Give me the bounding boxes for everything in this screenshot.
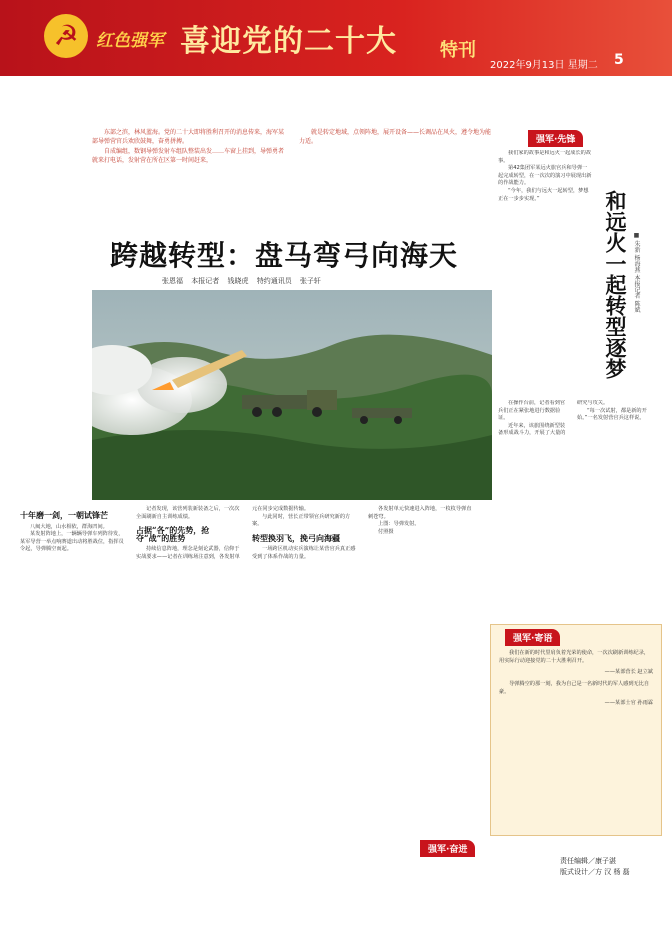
section-heading: 十年磨一剑，一朝试锋芒 [20,510,108,520]
article-paragraph: “今年，我们与远火一起转型，梦想正在一步步实现。” [498,187,589,202]
message-signature: ——某部士官 孙雨霖 [604,700,653,706]
byline-name: 张恩福 [162,277,183,285]
header-title: 喜迎党的二十大 [180,24,397,59]
article-paragraph: 一场跨区机动实兵演练让某营官兵真正感受到了体系作战的力量。 [252,546,356,560]
byline-role: 本报记者 [191,277,220,285]
issue-date: 2022年9月13日 星期二 [490,60,598,71]
message-box [490,624,662,836]
missile-launch-photo [92,290,492,500]
right-article-body [498,150,592,400]
intro-paragraph: 自成编组，数钢导弹发射车组队整装出发……车窗上挂到，导弹勇者就来打电话，发射营在所在区第一时间赶来， [92,148,285,164]
photo-caption: 上图：导弹发射。 [378,521,420,528]
right-article-byline: ■ 朱新 杨海燕 本报记者 陈斌 [633,232,640,313]
byline-role: 特约通讯员 [256,277,292,285]
editor-credits [560,856,630,878]
section-heading: 占据“各”的先势，抢夺“战”的胜势 [136,525,210,543]
article-paragraph: 记者发现，该营列装新装备之后，一次次全面刷新自主训练成绩。 [136,506,240,520]
article-paragraph: 某发射阵地上，一辆辆导弹车列阵待发，某军导营一举点响赛道出动将胜战位，指挥员令起，导弹腾空而起。 [20,531,124,553]
byline [162,276,327,286]
message-list [499,649,653,711]
party-emblem-icon: ☭ [44,14,88,58]
responsible-editor: 责任编辑／康子湛 [560,857,616,865]
newspaper-brand: 红色强军 [96,31,164,51]
section-heading: 转型换羽飞，挽弓向海疆 [252,532,340,543]
article-paragraph: 近年来，该旅围绕新型装备形成战斗力，开展了大量的研究与攻关。 [498,400,609,437]
layout-designer: 版式设计／方 汉 杨 磊 [560,868,630,876]
launch-scene-image [92,290,492,500]
message-signature: ——某部营长 赵立斌 [604,669,653,675]
intro-paragraph: 就是转定地域，点领阵地，展开设备——长调品在风火，遵令地为能力适。 [299,129,492,145]
article-paragraph: 持续信息阵地，理念是刻论武器，信仰于实战要求——记者在训练场注意到，各发射单元在同步完成数据传输。 [136,506,310,560]
main-article-body [20,506,474,846]
section-tag-message: 强军·寄语 [505,629,560,646]
section-tag-forge: 强军·先锋 [528,130,583,147]
article-paragraph: 各发射单元快速进入阵地，一枚枚导弹直刺苍穹。 [368,506,472,520]
page-header [0,0,672,76]
page-number: 5 [614,52,624,68]
message-text: 导弹腾空的那一刻，我为自己是一名新时代的军人感到无比自豪。 [499,681,650,695]
article-paragraph: 我们家的故事是和远火一起成长的故事。 [498,150,592,164]
article-paragraph: “每一次试射，都是新的开始。”一名发射营官兵这样说。 [577,407,647,422]
article-paragraph: 八闽大地，山水相依，群海凹间。 [30,523,108,530]
right-article-continued [498,400,648,612]
photo-credit: 付照摄 [378,528,394,535]
article-paragraph: 第42集团军某远火旅官兵和导弹一起完成转型，在一次次的演习中展现出新的作战能力。 [498,165,592,187]
message-text: 我们在新的时代里肩负着光荣的使命，一次次刷新训练纪录，用实际行动迎接党的二十大胜利召开。 [499,650,650,664]
byline-name: 张子轩 [299,277,321,285]
header-tag: 特刊 [440,40,476,61]
main-headline: 跨越转型：盘马弯弓向海天 [110,239,459,272]
article-paragraph: 在操作台前，记者看到官兵们正在紧张地进行数据验证。 [498,400,566,422]
byline-name: 钱晓虎 [227,277,249,285]
intro-text [92,128,492,165]
intro-paragraph: 东部之滨，林风蓝海。党的二十大即将胜利召开的消息传来，海军某部导弹营官兵欢欣鼓舞，奋勇拼搏。 [92,129,285,145]
section-tag-ongoing: 强军·奋进 [420,840,475,857]
right-article-title: 和远火一起转型逐梦 [603,190,628,379]
article-paragraph: 与此同时，营长正带领官兵研究新的方案。 [252,513,351,528]
